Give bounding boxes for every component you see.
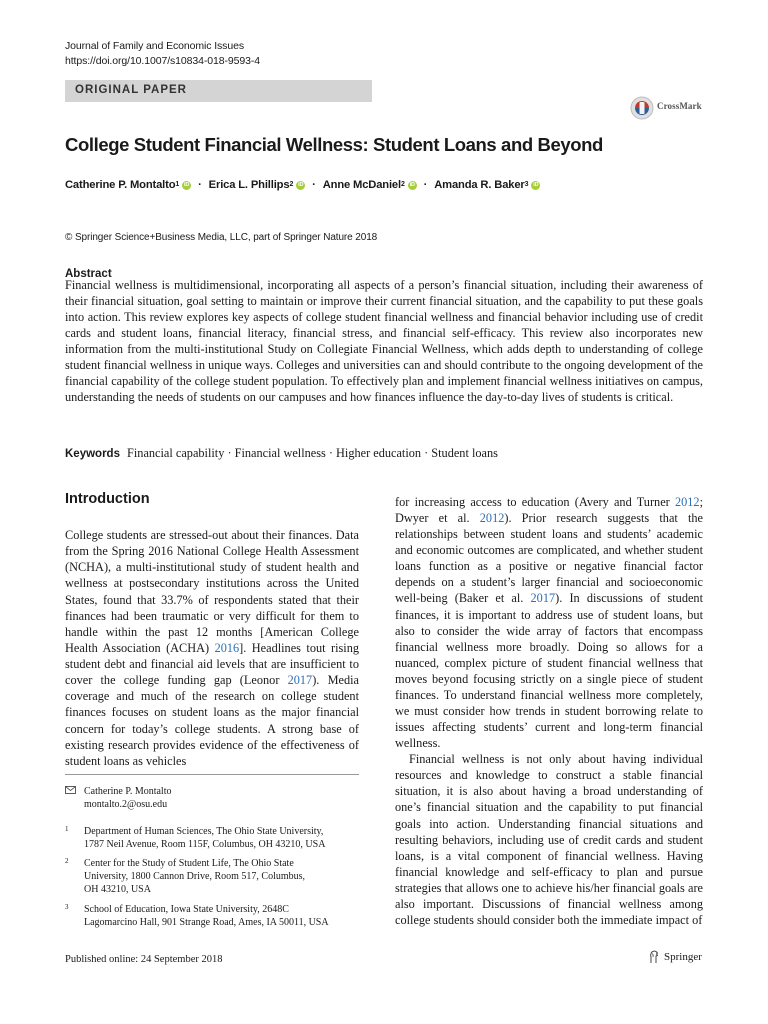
author-name: Catherine P. Montalto [65, 179, 176, 191]
author-4[interactable] [434, 179, 540, 191]
body-paragraph [65, 527, 359, 769]
keywords-label: Keywords [65, 448, 120, 460]
affiliation-line: 1787 Neil Avenue, Room 115F, Columbus, OH 43210, USA [84, 839, 326, 850]
author-separator: · [423, 179, 428, 191]
author-3[interactable] [323, 179, 417, 191]
text-run: ). Prior research suggests that the relationships between student loans and students’ academic and economic outcomes are complicated, and whether student loans function as a positive or negative financial factor depends on a student’s larger financial and socioeconomic well-being (Baker et al. [395, 511, 703, 606]
paper-type-label: ORIGINAL PAPER [75, 84, 187, 96]
orcid-icon[interactable]: iD [184, 181, 190, 188]
section-heading-introduction: Introduction [65, 491, 150, 507]
keywords-list: Financial capability · Financial wellness · Higher education · Student loans [127, 446, 498, 460]
text-run: College students are stressed-out about their finances. Data from the Spring 2016 National College Health Assessment (NCHA), a multi-institutional study of student health and wellness at postsecondary institutions across the United States, found that 33.7% of respondents stated that their finances had been traumatic or very difficult for them to handle within the past 12 months [American College Health Association (ACHA) [65, 528, 359, 655]
author-affiliation-mark: 2 [289, 180, 294, 188]
author-list [65, 179, 540, 191]
author-affiliation-mark: 1 [175, 180, 180, 188]
text-run: ). Media coverage and much of the research on college student finances focuses on student loans as the major financial concern for today’s college students. A strong base of existing research provides evidence of the effectiveness of student loans as vehicles [65, 673, 359, 768]
orcid-icon[interactable]: iD [533, 181, 539, 188]
author-affiliation-mark: 3 [524, 180, 529, 188]
body-paragraph [395, 494, 703, 751]
citation-link[interactable]: 2017 [530, 591, 556, 606]
text-run: for increasing access to education (Avery and Turner [395, 495, 675, 509]
body-column-right [395, 494, 703, 928]
author-1[interactable] [65, 179, 191, 191]
affiliation-number: 3 [65, 903, 69, 911]
journal-name: Journal of Family and Economic Issues [65, 40, 244, 52]
author-name: Amanda R. Baker [434, 179, 525, 191]
orcid-icon[interactable]: iD [298, 181, 304, 188]
text-run: ). In discussions of student finances, it is important to address use of student loans, but also to consider the wide array of factors that encompass financial wellness more broadly. Doing so allows for a nuanced, complex picture of student financial wellness that moves beyond focusing strictly on a single piece of student finances. To understand financial wellness more completely, we must consider how trends in student borrowing relate to issues affecting students’ current and long-term financial wellness. [395, 591, 703, 751]
body-paragraph: Financial wellness is not only about having individual resources and knowledge to construct a stable financial situation, it is also about having a broad understanding of one’s financial situation and the capability to put financial goals into action. Understanding financial situations and resulting behaviors, including use of credit cards and student loans, is a vital component of financial wellness. Having financial knowledge and self-efficacy to plan and pursue strategies that allows one to achieve his/her financial goals are also important. Discussions of financial wellness among college students should consider both the immediate impact of [395, 752, 703, 928]
citation-link[interactable]: 2012 [674, 495, 700, 509]
author-2[interactable] [209, 179, 306, 191]
text-run: ]. Headlines tout rising student debt and financial aid levels that are insufficient to cover the college funding gap (Leonor [65, 640, 359, 688]
citation-link[interactable]: 2016 [214, 640, 240, 655]
springer-logo [648, 950, 702, 964]
affiliation-line: OH 43210, USA [84, 884, 151, 895]
keywords [65, 446, 498, 461]
orcid-icon[interactable]: iD [409, 181, 415, 188]
citation-link[interactable]: 2012 [479, 511, 505, 526]
body-column-left [65, 527, 359, 769]
affiliation-number: 1 [65, 825, 69, 833]
paper-type-bar [65, 80, 372, 102]
published-date: Published online: 24 September 2018 [65, 954, 223, 965]
springer-horse-icon [648, 950, 660, 964]
affiliation-number: 2 [65, 857, 69, 865]
author-affiliation-mark: 2 [400, 180, 405, 188]
springer-label: Springer [664, 951, 702, 963]
affiliation-line: Center for the Study of Student Life, The Ohio State [84, 858, 294, 869]
author-name: Erica L. Phillips [208, 179, 290, 191]
affiliation-line: Department of Human Sciences, The Ohio State University, [84, 826, 324, 837]
abstract-heading: Abstract [65, 268, 112, 280]
abstract-text: Financial wellness is multidimensional, incorporating all aspects of a person’s financial situation, including their awareness of their financial situation, goal setting to maintain or improve their current financial situation, and the capability to put these goals into action. This review explores key aspects of college student financial wellness and financial behavior including use of credit cards and student loans, financial literacy, financial stress, and financial self-efficacy. This review also incorporates new information from the multi-institutional Study on Collegiate Financial Wellness, which adds depth to understanding of college student financial wellness in unique ways. Colleges and universities can and should contribute to the ongoing development of the financial capability of the college student population. To effectively plan and implement financial wellness initiatives on campus, understanding the needs of students on our campuses and how finances influence the day-to-day lives of students is critical. [65, 278, 703, 405]
copyright-notice: © Springer Science+Business Media, LLC, part of Springer Nature 2018 [65, 232, 378, 243]
author-name: Anne McDaniel [322, 179, 401, 191]
envelope-icon [65, 786, 76, 794]
crossmark-label: CrossMark [657, 101, 702, 111]
author-separator: · [312, 179, 316, 191]
contact-name: Catherine P. Montalto [84, 786, 172, 797]
contact-email[interactable]: montalto.2@osu.edu [84, 799, 168, 810]
paper-title: College Student Financial Wellness: Student Loans and Beyond [65, 134, 603, 155]
affiliation-line: Lagomarcino Hall, 901 Strange Road, Ames, IA 50011, USA [84, 917, 329, 928]
author-separator: · [198, 179, 202, 191]
doi-link[interactable]: https://doi.org/10.1007/s10834-018-9593-4 [65, 55, 260, 67]
citation-link[interactable]: 2017 [287, 673, 313, 688]
crossmark-badge[interactable] [630, 93, 734, 123]
affiliation-line: University, 1800 Cannon Drive, Room 517, Columbus, [84, 871, 306, 882]
footnote-divider [65, 774, 359, 775]
text-run: ; Dwyer et al. [395, 495, 703, 526]
crossmark-icon [630, 96, 654, 120]
affiliation-line: School of Education, Iowa State University, 2648C [84, 904, 289, 915]
